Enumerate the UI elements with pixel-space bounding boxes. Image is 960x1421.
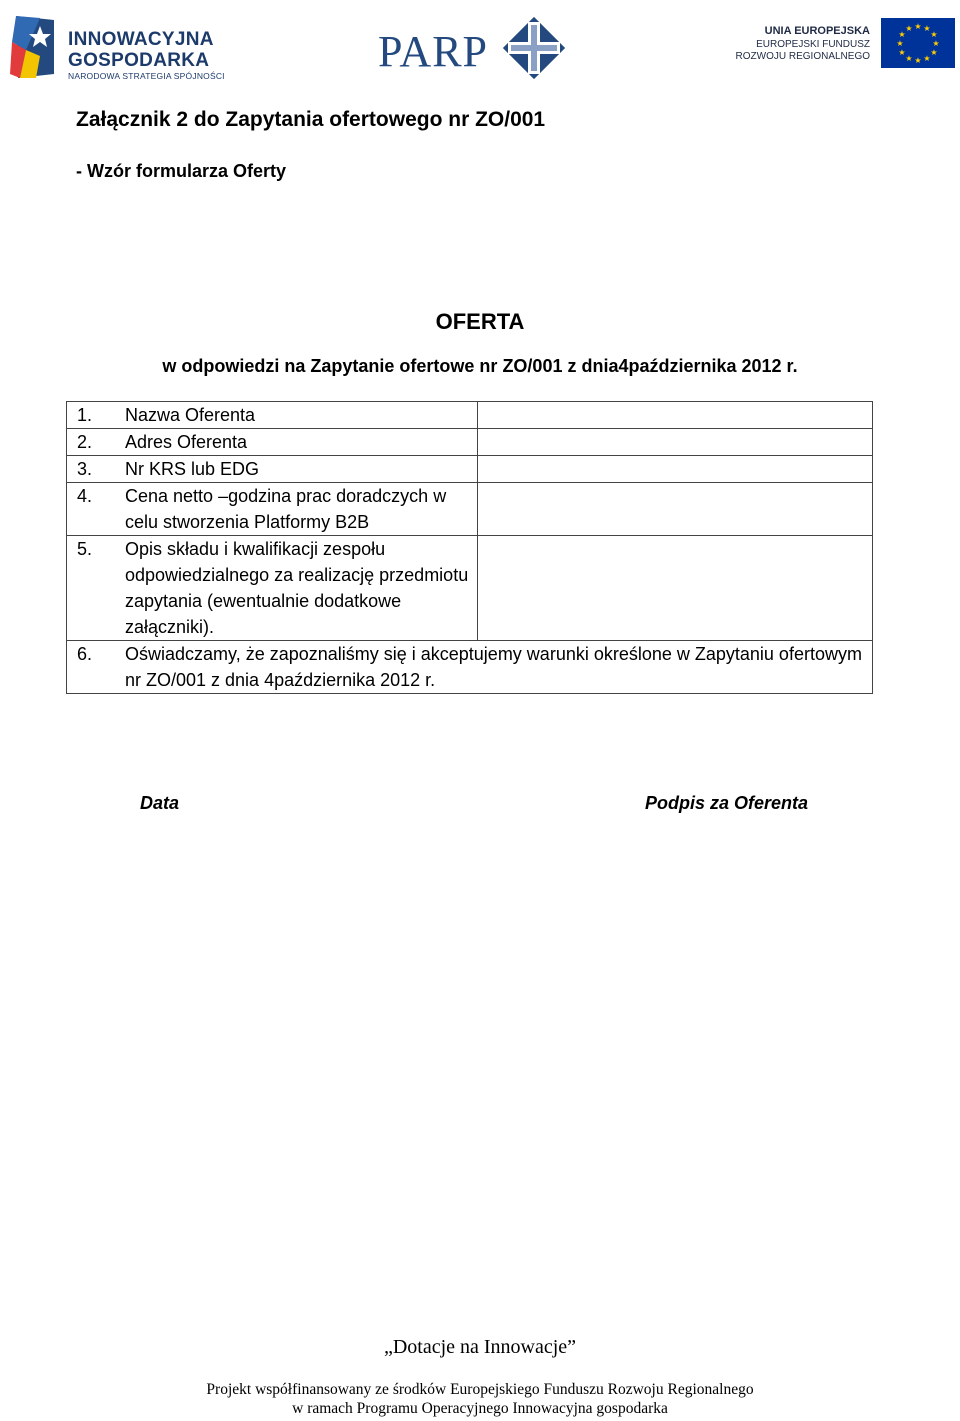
svg-text:★: ★ bbox=[930, 48, 938, 57]
svg-text:★: ★ bbox=[896, 39, 904, 48]
form-row bbox=[67, 483, 873, 536]
value-field-team[interactable] bbox=[477, 536, 872, 641]
parp-wordmark: PARP bbox=[378, 27, 489, 76]
svg-text:★: ★ bbox=[923, 54, 931, 63]
form-row bbox=[67, 536, 873, 641]
value-field-price[interactable] bbox=[477, 483, 872, 536]
row-label: Nr KRS lub EDG bbox=[125, 459, 260, 479]
footer-line-1: Projekt współfinansowany ze środków Europejskiego Funduszu Rozwoju Regionalnego bbox=[206, 1381, 754, 1398]
svg-text:★: ★ bbox=[932, 39, 940, 48]
eu-flag-icon bbox=[881, 18, 955, 68]
eu-line-2: EUROPEJSKI FUNDUSZ bbox=[756, 39, 870, 50]
parp-diamond-icon bbox=[498, 12, 570, 84]
row-label: Nazwa Oferenta bbox=[125, 405, 256, 425]
form-row bbox=[67, 402, 873, 429]
svg-text:★: ★ bbox=[930, 30, 938, 39]
row-label: Cena netto –godzina prac doradczych w celu stworzenia Platformy B2B bbox=[125, 486, 447, 532]
row-number: 6. bbox=[77, 644, 93, 664]
form-row bbox=[67, 641, 873, 694]
offer-form-table bbox=[66, 401, 873, 694]
value-field-krs[interactable] bbox=[477, 456, 872, 483]
svg-text:★: ★ bbox=[898, 48, 906, 57]
svg-text:★: ★ bbox=[898, 30, 906, 39]
svg-text:★: ★ bbox=[923, 24, 931, 33]
attachment-subtitle: - Wzór formularza Oferty bbox=[76, 161, 287, 181]
row-label: Adres Oferenta bbox=[125, 432, 248, 452]
row-number: 3. bbox=[77, 459, 93, 479]
eu-logo bbox=[735, 18, 955, 70]
eu-line-3: ROZWOJU REGIONALNEGO bbox=[735, 51, 870, 62]
row-label: Opis składu i kwalifikacji zespołu odpowiedzialnego za realizację przedmiotu zapytania (ewentualnie dodatkowe załączniki). bbox=[125, 539, 469, 637]
eu-line-1: UNIA EUROPEJSKA bbox=[764, 25, 870, 37]
logo-line-3: NARODOWA STRATEGIA SPÓJNOŚCI bbox=[68, 71, 225, 81]
signature-label: Podpis za Oferenta bbox=[645, 793, 809, 813]
offer-heading: OFERTA bbox=[435, 309, 525, 334]
attachment-title: Załącznik 2 do Zapytania ofertowego nr ZO/001 bbox=[76, 108, 546, 131]
form-row bbox=[67, 456, 873, 483]
svg-text:★: ★ bbox=[905, 24, 913, 33]
row-number: 5. bbox=[77, 539, 93, 559]
row-number: 2. bbox=[77, 432, 93, 452]
logo-line-1: INNOWACYJNA bbox=[68, 29, 214, 50]
declaration-text: Oświadczamy, że zapoznaliśmy się i akceptujemy warunki określone w Zapytaniu ofertowym nr ZO/001 z dnia 4października 2012 r. bbox=[125, 644, 862, 690]
row-number: 1. bbox=[77, 405, 93, 425]
value-field-address[interactable] bbox=[477, 429, 872, 456]
value-field-name[interactable] bbox=[477, 402, 872, 429]
svg-text:★: ★ bbox=[905, 54, 913, 63]
form-row bbox=[67, 429, 873, 456]
footer-line-2: w ramach Programu Operacyjnego Innowacyjna gospodarka bbox=[292, 1400, 668, 1417]
logo-line-2: GOSPODARKA bbox=[68, 50, 210, 71]
footer-quote: „Dotacje na Innowacje” bbox=[383, 1336, 577, 1358]
parp-logo bbox=[376, 12, 571, 84]
offer-subheading: w odpowiedzi na Zapytanie ofertowe nr ZO/001 z dnia4października 2012 r. bbox=[162, 356, 798, 376]
svg-text:★: ★ bbox=[914, 56, 922, 65]
date-label: Data bbox=[140, 793, 180, 813]
innowacyjna-gospodarka-logo bbox=[10, 12, 225, 84]
row-number: 4. bbox=[77, 486, 93, 506]
flag-star-icon bbox=[10, 12, 60, 82]
svg-text:★: ★ bbox=[914, 22, 922, 31]
